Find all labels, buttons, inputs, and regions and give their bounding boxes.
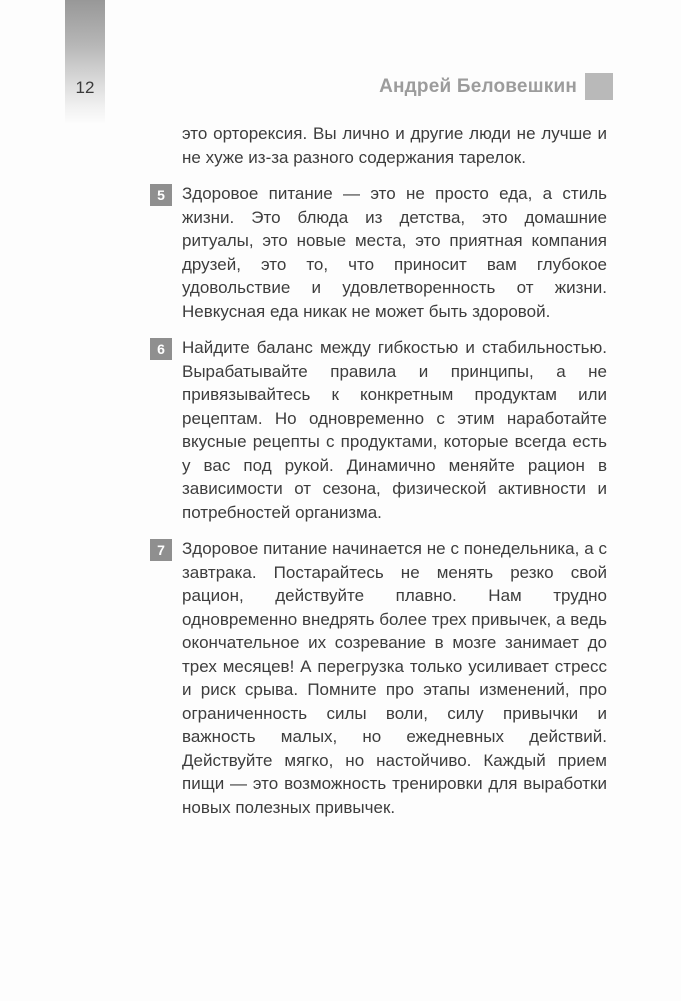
intro-paragraph: это орторексия. Вы лично и другие люди не лучше и не хуже из-за разного содержания тарелок. (182, 124, 607, 167)
list-item (150, 537, 607, 819)
list-item (150, 182, 607, 323)
page-number: 12 (75, 78, 95, 97)
header-decor-square (585, 73, 613, 100)
item-text: Здоровое питание начинается не с понедельника, а с завтрака. Постарайтесь не менять резко свой рацион, действуйте плавно. Нам трудно одновременно внедрять более трех привычек, а ведь окончательное их созревание в мозге занимает до трех месяцев! А перегрузка только усиливает стресс и риск срыва. Помните про этапы изменений, про ограниченность силы воли, силу привычки и важность малых, но ежедневных действий. Действуйте мягко, но настойчиво. Каждый прием пищи — это возможность тренировки для выработки новых полезных привычек. (182, 539, 607, 817)
list-item (150, 336, 607, 524)
item-number-badge: 5 (150, 184, 172, 206)
item-number-badge: 6 (150, 338, 172, 360)
item-number-badge: 7 (150, 539, 172, 561)
corner-gradient-bar (65, 0, 105, 123)
page-content (150, 122, 607, 819)
item-text: Найдите баланс между гибкостью и стабильностью. Вырабатывайте правила и принципы, а не привязывайтесь к конкретным продуктам или рецептам. Но одновременно с этим наработайте вкусные рецепты с продуктами, которые всегда есть у вас под рукой. Динамично меняйте рацион в зависимости от сезона, физической активности и потребностей организма. (182, 338, 607, 522)
item-text: Здоровое питание — это не просто еда, а стиль жизни. Это блюда из детства, это домашние ритуалы, это новые места, это приятная компания друзей, это то, что приносит вам глубокое удовольствие и удовлетворенность от жизни. Невкусная еда никак не может быть здоровой. (182, 184, 607, 321)
author-name: Андрей Беловешкин (379, 75, 577, 97)
page-header (379, 73, 613, 100)
